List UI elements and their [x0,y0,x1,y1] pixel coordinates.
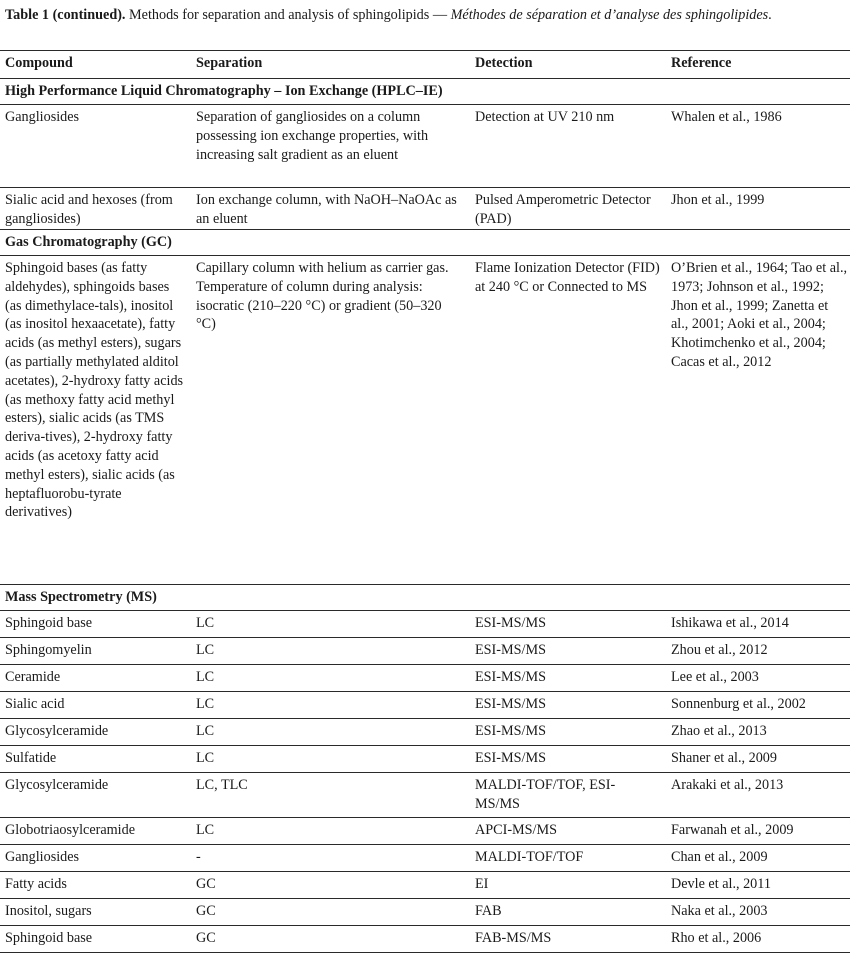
cell-reference: Farwanah et al., 2009 [666,818,850,845]
cell-compound: Sialic acid and hexoses (from gangliosides) [0,188,191,230]
cell-compound: Gangliosides [0,845,191,872]
cell-separation: - [191,845,470,872]
cell-reference: Whalen et al., 1986 [666,105,850,188]
table-row [0,105,850,188]
section-row [0,585,850,611]
cell-detection: Flame Ionization Detector (FID) at 240 °C or Connected to MS [470,256,666,585]
cell-compound: Ceramide [0,665,191,692]
cell-separation: LC [191,818,470,845]
cell-detection: Detection at UV 210 nm [470,105,666,188]
cell-compound: Sialic acid [0,692,191,719]
caption-label: Table 1 (continued). [5,7,126,23]
cell-separation: LC [191,719,470,746]
cell-detection: ESI-MS/MS [470,638,666,665]
table-caption [5,6,845,25]
cell-compound: Globotriaosylceramide [0,818,191,845]
cell-compound: Gangliosides [0,105,191,188]
table-row [0,773,850,818]
cell-detection: EI [470,872,666,899]
cell-reference: Chan et al., 2009 [666,845,850,872]
table-row [0,256,850,585]
cell-separation: LC [191,611,470,638]
cell-compound: Sphingoid base [0,926,191,953]
cell-reference: Rho et al., 2006 [666,926,850,953]
cell-compound: Sphingomyelin [0,638,191,665]
cell-detection: ESI-MS/MS [470,719,666,746]
cell-reference: Zhao et al., 2013 [666,719,850,746]
cell-compound: Glycosylceramide [0,773,191,818]
header-detection: Detection [470,51,666,79]
cell-detection: ESI-MS/MS [470,611,666,638]
table-row [0,665,850,692]
table-row [0,638,850,665]
table-row [0,188,850,230]
cell-reference: Jhon et al., 1999 [666,188,850,230]
cell-separation: GC [191,872,470,899]
cell-detection: ESI-MS/MS [470,692,666,719]
cell-detection: ESI-MS/MS [470,746,666,773]
section-row [0,230,850,256]
cell-separation: LC [191,638,470,665]
cell-separation: LC, TLC [191,773,470,818]
table-row [0,692,850,719]
cell-reference: Arakaki et al., 2013 [666,773,850,818]
cell-detection: MALDI-TOF/TOF [470,845,666,872]
caption-title: Methods for separation and analysis of sphingolipids — [125,7,451,23]
table-row [0,611,850,638]
section-heading: Mass Spectrometry (MS) [0,585,850,611]
cell-reference: Ishikawa et al., 2014 [666,611,850,638]
cell-detection: FAB-MS/MS [470,926,666,953]
cell-separation: LC [191,746,470,773]
cell-compound: Sphingoid bases (as fatty aldehydes), sphingoids bases (as dimethylace-tals), inositol (as inositol hexaacetate), fatty acids (as methyl esters), sugars (as partially methylated alditol acetates), 2-hydroxy fatty acids (as methoxy fatty acid methyl esters), sialic acids (as TMS deriva-tives), 2-hydroxy fatty acids (as acetoxy fatty acid methyl esters), sialic acids (as heptafluorobu-tyrate derivatives) [0,256,191,585]
header-compound: Compound [0,51,191,79]
section-heading: Gas Chromatography (GC) [0,230,850,256]
cell-compound: Sulfatide [0,746,191,773]
cell-separation: Ion exchange column, with NaOH–NaOAc as an eluent [191,188,470,230]
header-row [0,51,850,79]
section-heading: High Performance Liquid Chromatography – Ion Exchange (HPLC–IE) [0,79,850,105]
caption-end: . [768,7,772,23]
caption-title-french: Méthodes de séparation et d’analyse des sphingolipides [450,7,769,23]
cell-separation: Capillary column with helium as carrier gas. Temperature of column during analysis: isocratic (210–220 °C) or gradient (50–320 °C) [191,256,470,585]
cell-separation: LC [191,665,470,692]
cell-compound: Fatty acids [0,872,191,899]
table-row [0,899,850,926]
table-row [0,845,850,872]
table-row [0,719,850,746]
section-row [0,79,850,105]
header-separation: Separation [191,51,470,79]
table-row [0,926,850,953]
cell-separation: Separation of gangliosides on a column possessing ion exchange properties, with increasing salt gradient as an eluent [191,105,470,188]
header-reference: Reference [666,51,850,79]
table-row [0,818,850,845]
cell-reference: Zhou et al., 2012 [666,638,850,665]
cell-separation: GC [191,926,470,953]
cell-reference: Naka et al., 2003 [666,899,850,926]
cell-detection: APCI-MS/MS [470,818,666,845]
cell-separation: GC [191,899,470,926]
cell-compound: Glycosylceramide [0,719,191,746]
methods-table [0,50,850,953]
cell-reference: Shaner et al., 2009 [666,746,850,773]
cell-detection: FAB [470,899,666,926]
cell-reference: Sonnenburg et al., 2002 [666,692,850,719]
cell-reference: O’Brien et al., 1964; Tao et al., 1973; Johnson et al., 1992; Jhon et al., 1999; Zanetta et al., 2001; Aoki et al., 2004; Khotimchenko et al., 2004; Cacas et al., 2012 [666,256,850,585]
cell-detection: MALDI-TOF/TOF, ESI-MS/MS [470,773,666,818]
cell-separation: LC [191,692,470,719]
cell-reference: Lee et al., 2003 [666,665,850,692]
cell-detection: Pulsed Amperometric Detector (PAD) [470,188,666,230]
cell-detection: ESI-MS/MS [470,665,666,692]
cell-compound: Sphingoid base [0,611,191,638]
cell-reference: Devle et al., 2011 [666,872,850,899]
table-row [0,872,850,899]
table-row [0,746,850,773]
cell-compound: Inositol, sugars [0,899,191,926]
